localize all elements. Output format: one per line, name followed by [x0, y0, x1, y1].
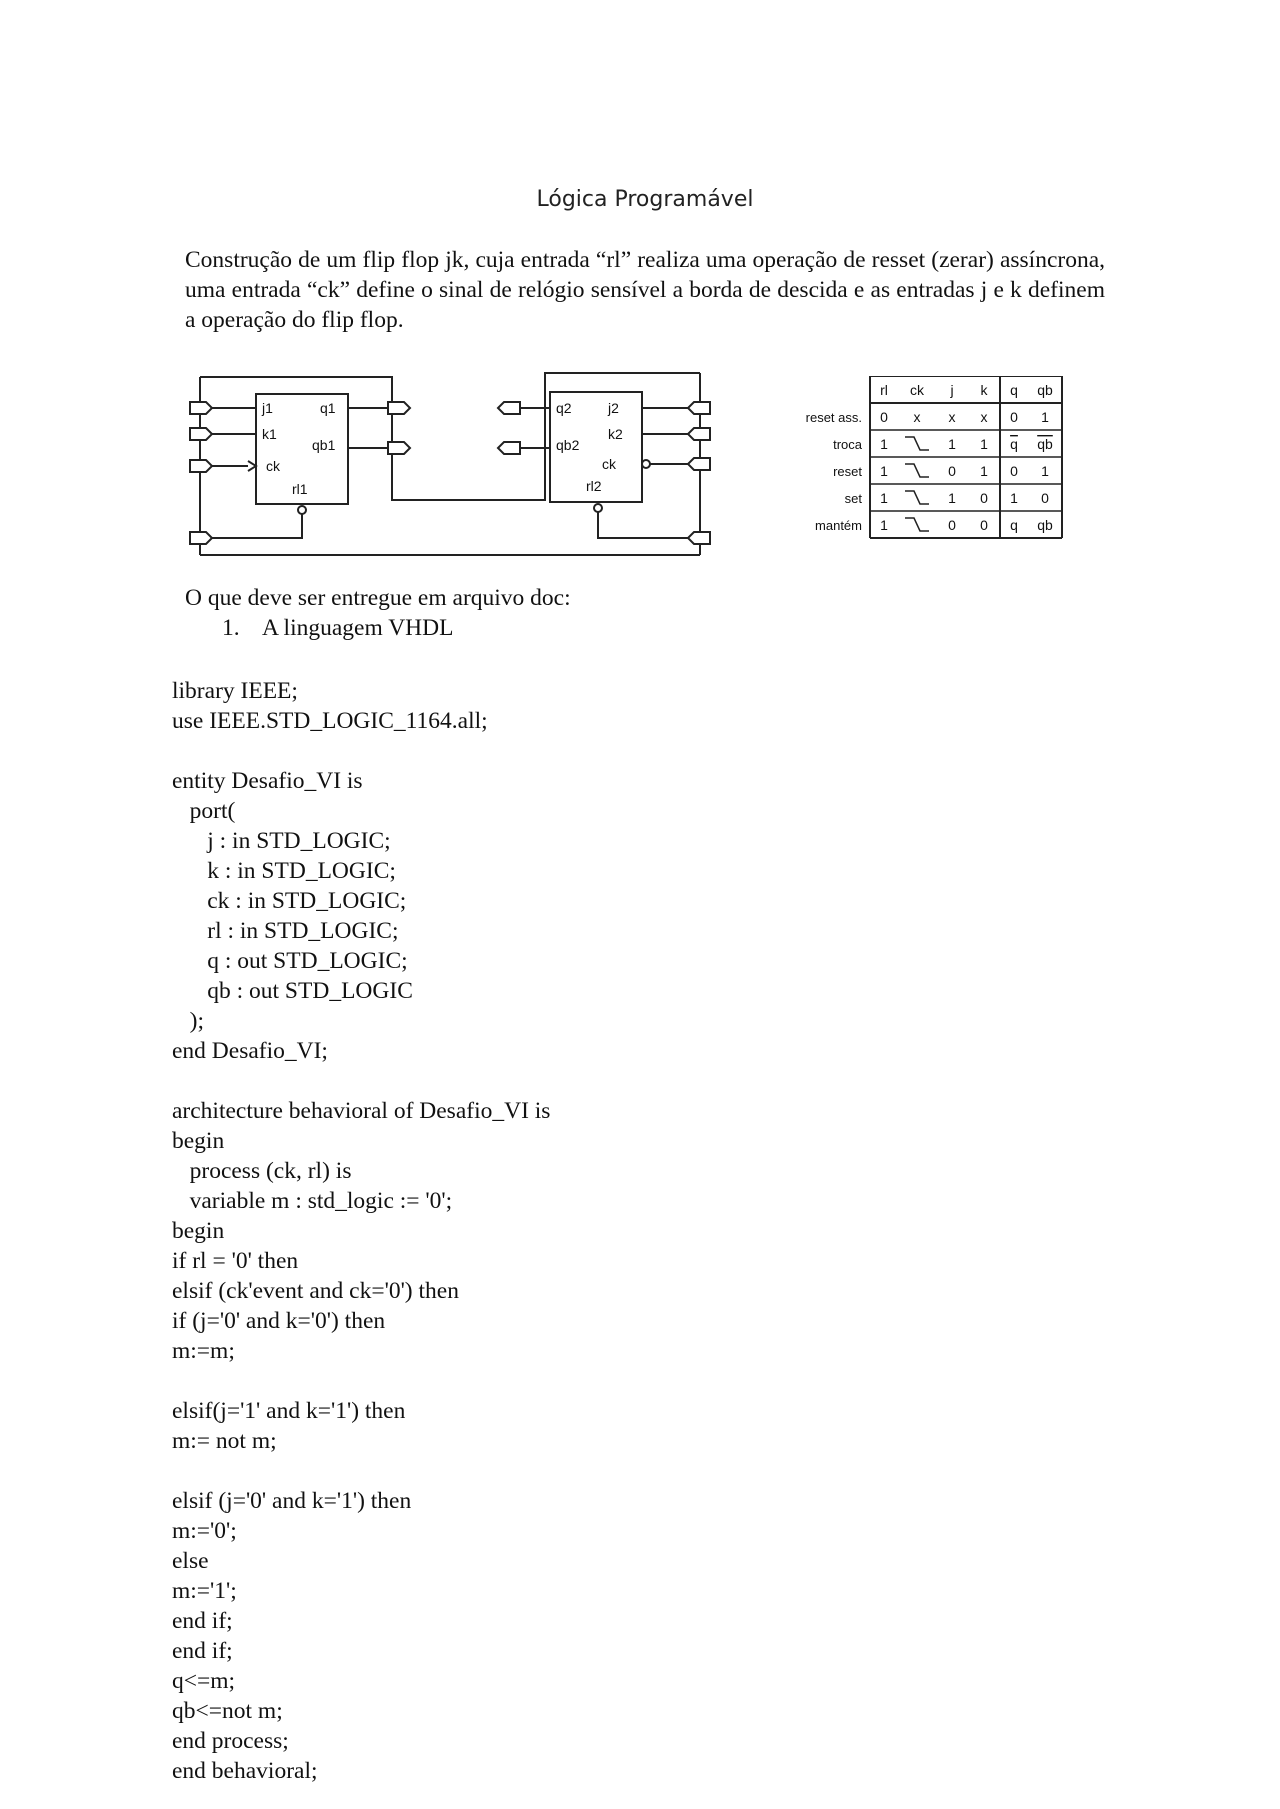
truth-cell: 0 [948, 517, 956, 533]
truth-header-k: k [980, 382, 988, 398]
truth-cell: 0 [1010, 409, 1018, 425]
truth-header-rl: rl [880, 382, 888, 398]
truth-cell: 1 [880, 490, 888, 506]
jk-flipflop-circuit-diagram [180, 370, 720, 565]
code-line: process (ck, rl) is [172, 1158, 352, 1184]
code-line: begin [172, 1218, 225, 1244]
list-item-number: 1. [222, 615, 240, 641]
code-line: rl : in STD_LOGIC; [172, 918, 399, 944]
ff1-ck-label: ck [266, 458, 280, 474]
vhdl-code-block [172, 676, 550, 1786]
truth-cell: x [948, 409, 956, 425]
code-line: m:='1'; [172, 1578, 237, 1604]
ff1-rl-label: rl1 [292, 481, 308, 497]
truth-cell: 1 [880, 463, 888, 479]
truth-row-label: troca [833, 437, 862, 452]
truth-cell: x [980, 409, 988, 425]
code-line: architecture behavioral of Desafio_VI is [172, 1098, 551, 1124]
ff1-qb-label: qb1 [312, 437, 336, 453]
code-line: qb<=not m; [172, 1698, 283, 1724]
code-line: q<=m; [172, 1668, 236, 1694]
deliverable-heading: O que deve ser entregue em arquivo doc: [185, 585, 571, 611]
truth-cell: qb [1037, 517, 1053, 533]
truth-header-q: q [1010, 382, 1018, 398]
ff2-qb-label: qb2 [556, 437, 580, 453]
ff2-ck-label: ck [602, 456, 616, 472]
truth-cell: q [1010, 517, 1018, 533]
code-line: use IEEE.STD_LOGIC_1164.all; [172, 708, 488, 734]
code-line: end if; [172, 1608, 233, 1634]
code-line: end if; [172, 1638, 233, 1664]
truth-cell: 1 [948, 490, 956, 506]
falling-edge-icon [905, 518, 929, 531]
code-line: j : in STD_LOGIC; [172, 828, 391, 854]
code-line: k : in STD_LOGIC; [172, 858, 396, 884]
code-line [172, 1066, 550, 1096]
truth-table [775, 376, 1095, 556]
code-line: else [172, 1548, 209, 1574]
code-line [172, 1366, 550, 1396]
truth-cell: 0 [1041, 490, 1049, 506]
code-line: if (j='0' and k='0') then [172, 1308, 386, 1334]
code-line: ck : in STD_LOGIC; [172, 888, 407, 914]
code-line: library IEEE; [172, 678, 298, 704]
code-line: end Desafio_VI; [172, 1038, 328, 1064]
code-line: port( [172, 798, 236, 824]
code-line: if rl = '0' then [172, 1248, 299, 1274]
code-line: elsif (j='0' and k='1') then [172, 1488, 412, 1514]
code-line: m:=m; [172, 1338, 235, 1364]
ff1-k-label: k1 [262, 426, 277, 442]
truth-header-j: j [950, 382, 954, 398]
list-item-text: A linguagem VHDL [262, 615, 454, 641]
code-line [172, 736, 550, 766]
truth-cell: 1 [1041, 463, 1049, 479]
code-line: q : out STD_LOGIC; [172, 948, 408, 974]
ff2-q-label: q2 [556, 400, 572, 416]
truth-row-label: reset [833, 464, 862, 479]
deliverable-list [222, 615, 453, 642]
truth-header-ck: ck [910, 382, 924, 398]
code-line: elsif(j='1' and k='1') then [172, 1398, 406, 1424]
truth-cell: 1 [1010, 490, 1018, 506]
ff1-j-label: j1 [262, 400, 273, 416]
intro-paragraph: Construção de um flip flop jk, cuja entrada “rl” realiza uma operação de resset (zerar) assíncrona, uma entrada “ck” define o sinal de relógio sensível a borda de descida e as entradas j e k definem a operação do flip flop. [185, 247, 1105, 333]
falling-edge-icon [905, 437, 929, 450]
code-line: variable m : std_logic := '0'; [172, 1188, 453, 1214]
truth-cell: 0 [880, 409, 888, 425]
truth-cell: 1 [1041, 409, 1049, 425]
truth-cell: 0 [980, 517, 988, 533]
falling-edge-icon [905, 491, 929, 504]
truth-row-label: set [844, 491, 862, 506]
page-title: Lógica Programável [536, 187, 754, 212]
falling-edge-icon [905, 464, 929, 477]
ff2-k-label: k2 [608, 426, 623, 442]
truth-cell: 1 [948, 436, 956, 452]
code-line: qb : out STD_LOGIC [172, 978, 413, 1004]
code-line [172, 1456, 550, 1486]
code-line: end behavioral; [172, 1758, 318, 1784]
code-line: elsif (ck'event and ck='0') then [172, 1278, 459, 1304]
code-line: end process; [172, 1728, 289, 1754]
code-line: begin [172, 1128, 225, 1154]
ff2-rl-label: rl2 [586, 478, 602, 494]
truth-cell: 0 [948, 463, 956, 479]
truth-cell: x [913, 409, 921, 425]
truth-cell: q [1010, 436, 1018, 452]
list-item [222, 615, 453, 642]
ff2-j-label: j2 [608, 400, 619, 416]
ff1-q-label: q1 [320, 400, 336, 416]
truth-row-label: mantém [815, 518, 862, 533]
truth-cell: 0 [980, 490, 988, 506]
truth-row-label: reset ass. [805, 410, 862, 425]
truth-cell: 0 [1010, 463, 1018, 479]
truth-cell: 1 [880, 436, 888, 452]
code-line: ); [172, 1008, 204, 1034]
truth-cell: 1 [980, 436, 988, 452]
truth-cell: qb [1037, 436, 1053, 452]
code-line: m:='0'; [172, 1518, 237, 1544]
truth-cell: 1 [880, 517, 888, 533]
code-line: entity Desafio_VI is [172, 768, 363, 794]
code-line: m:= not m; [172, 1428, 277, 1454]
truth-header-qb: qb [1037, 382, 1053, 398]
truth-cell: 1 [980, 463, 988, 479]
